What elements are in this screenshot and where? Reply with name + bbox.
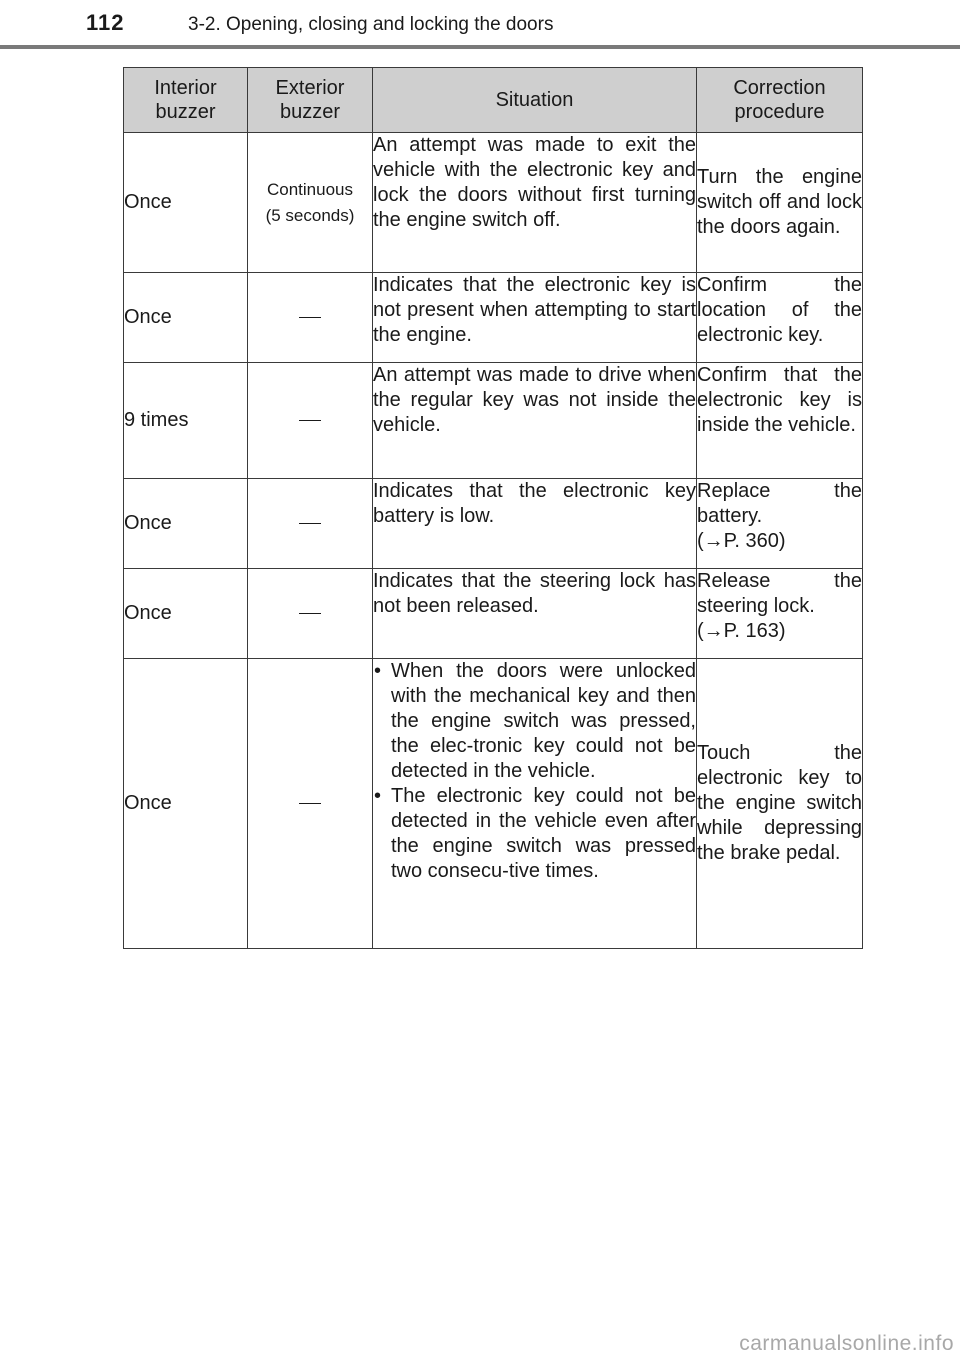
page-reference: (→P. 163) — [697, 620, 786, 642]
correction-text: Confirm the location of the electronic key. — [697, 274, 862, 346]
dash-mark — [299, 803, 321, 804]
situation-bullet-list — [373, 659, 696, 884]
table-header — [124, 68, 863, 133]
page-number: 112 — [86, 10, 125, 35]
exterior-buzzer-cell — [248, 363, 373, 479]
interior-buzzer-cell: Once — [124, 133, 248, 273]
situation-cell: An attempt was made to drive when the regular key was not inside the vehicle. — [373, 363, 697, 479]
column-header-interior-buzzer: Interior buzzer — [124, 68, 248, 133]
interior-buzzer-cell: 9 times — [124, 363, 248, 479]
column-header-correction-procedure: Correction procedure — [697, 68, 863, 133]
situation-bullet-item: • The electronic key could not be detected in the vehicle even after the engine switch was pressed two consecu-tive times. — [373, 784, 696, 884]
correction-cell — [697, 363, 863, 479]
correction-text: Touch the electronic key to the engine switch while depressing the brake pedal. — [697, 742, 862, 864]
page-header — [0, 0, 960, 48]
dash-mark — [299, 317, 321, 318]
page-reference: (→P. 360) — [697, 530, 786, 552]
table-row — [124, 479, 863, 569]
exterior-buzzer-cell — [248, 659, 373, 949]
correction-text: Turn the engine switch off and lock the doors again. — [697, 166, 862, 238]
column-header-situation: Situation — [373, 68, 697, 133]
buzzer-table — [123, 67, 863, 949]
interior-buzzer-cell: Once — [124, 273, 248, 363]
exterior-buzzer-cell — [248, 479, 373, 569]
exterior-buzzer-text: Continuous (5 seconds) — [265, 179, 355, 225]
table-row — [124, 363, 863, 479]
situation-cell: Indicates that the steering lock has not been released. — [373, 569, 697, 659]
interior-buzzer-cell: Once — [124, 659, 248, 949]
situation-cell: An attempt was made to exit the vehicle with the electronic key and lock the doors without first turning the engine switch off. — [373, 133, 697, 273]
watermark: carmanualsonline.info — [739, 1332, 954, 1355]
exterior-buzzer-cell — [248, 133, 373, 273]
section-title: 3-2. Opening, closing and locking the doors — [188, 14, 554, 35]
situation-bullet-item: • When the doors were unlocked with the mechanical key and then the engine switch was pressed, the elec-tronic key could not be detected in the vehicle. — [373, 659, 696, 784]
column-header-exterior-buzzer: Exterior buzzer — [248, 68, 373, 133]
correction-cell — [697, 273, 863, 363]
table-body — [124, 133, 863, 949]
header-row — [124, 68, 863, 133]
correction-cell — [697, 569, 863, 659]
dash-mark — [299, 613, 321, 614]
exterior-buzzer-cell — [248, 569, 373, 659]
correction-cell — [697, 479, 863, 569]
correction-text: Confirm that the electronic key is inside the vehicle. — [697, 364, 862, 436]
situation-cell: Indicates that the electronic key battery is low. — [373, 479, 697, 569]
header-rule — [0, 45, 960, 49]
situation-cell: Indicates that the electronic key is not present when attempting to start the engine. — [373, 273, 697, 363]
table-row — [124, 659, 863, 949]
table-row — [124, 133, 863, 273]
interior-buzzer-cell: Once — [124, 569, 248, 659]
correction-cell — [697, 659, 863, 949]
exterior-buzzer-cell — [248, 273, 373, 363]
dash-mark — [299, 523, 321, 524]
correction-text: Replace the battery. — [697, 480, 862, 527]
situation-cell — [373, 659, 697, 949]
correction-text: Release the steering lock. — [697, 570, 862, 617]
table-row — [124, 569, 863, 659]
dash-mark — [299, 420, 321, 421]
interior-buzzer-cell: Once — [124, 479, 248, 569]
correction-cell — [697, 133, 863, 273]
table-row — [124, 273, 863, 363]
